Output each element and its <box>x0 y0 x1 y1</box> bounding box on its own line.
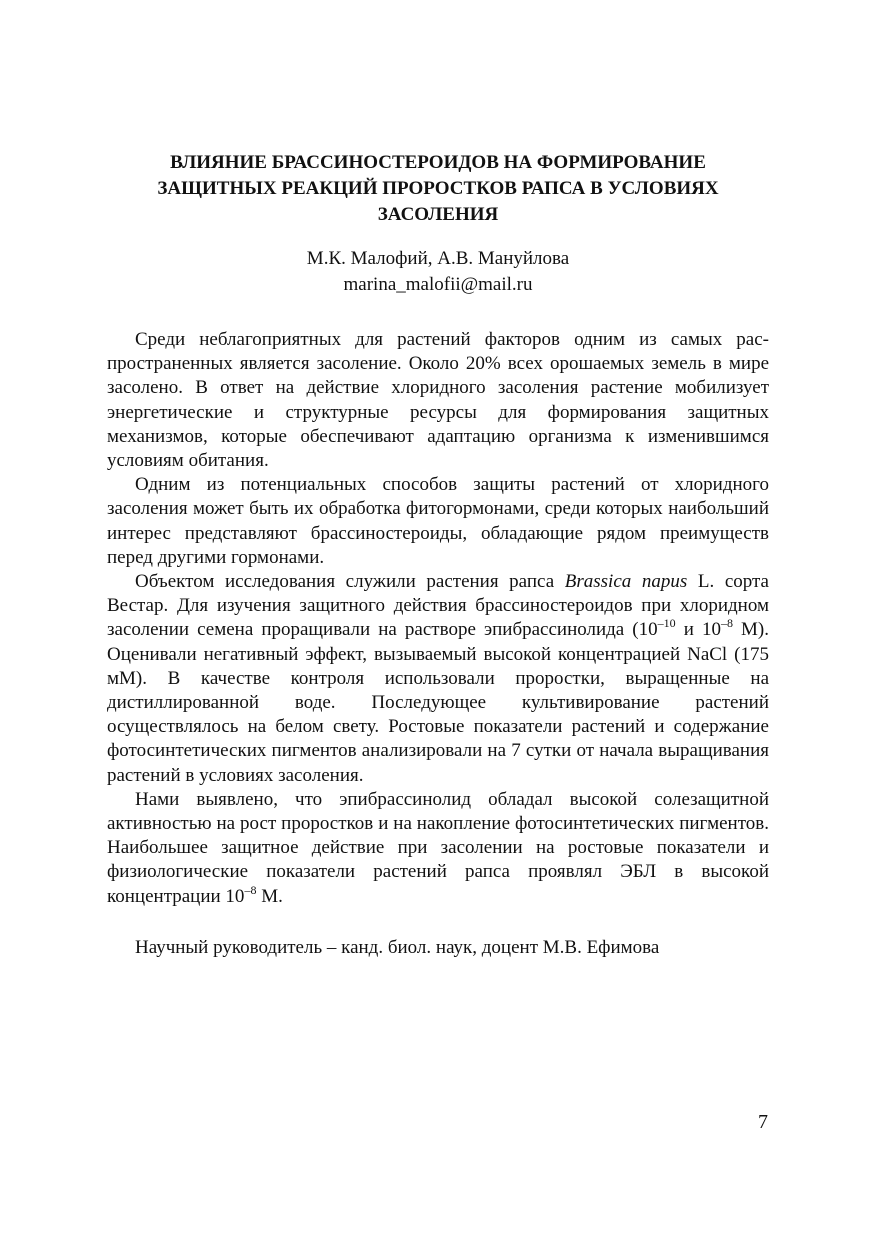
scientific-advisor: Научный руководитель – канд. биол. наук, доцент М.В. Ефимова <box>135 936 660 958</box>
author-names: М.К. Малофий, А.В. Мануйлова <box>306 248 570 269</box>
paragraph-2: Одним из потенциальных способов защиты растений от хлоридного засоления может быть их обработка фитогормонами, среди которых наибольший интерес представляют брассиностероиды, обладающие рядом преимуществ перед другими гормонами. <box>107 474 769 568</box>
title-line-1: ВЛИЯНИЕ БРАССИНОСТЕРОИДОВ НА ФОРМИРОВАНИЕ <box>170 152 706 173</box>
paragraph-3-text-d: М). Оценивали негативный эффект, вызываемый высокой концентрацией NaCl (175 мМ). В качестве контроля использовали проростки, выращенные на дистиллированной воде. Последующее культивирование растений осуществлялось на белом свету. Ростовые показатели растений и содержание фотосинтетических пигментов анализировали на 7 сутки от начала выращивания растений в условиях засоления. <box>107 619 769 786</box>
exponent-2: –8 <box>720 616 733 631</box>
paragraph-3-text-a: Объектом исследования служили растения рапса <box>135 571 565 593</box>
paragraph-3-text-c: и 10 <box>675 619 721 641</box>
paragraph-3 <box>107 570 769 788</box>
paragraph-4-text-b: М. <box>256 885 283 907</box>
paragraph-1: Среди неблагоприятных для растений факторов одним из самых распространенных является засоление. Около 20% всех орошаемых земель в мире засолено. В ответ на действие хлоридного засоления растение мобилизует энергетические и структурные ресурсы для формирования защитных механизмов, которые обеспечивают адаптацию организма к изменившимся условиям обитания. <box>107 329 769 472</box>
exponent-1: –10 <box>657 616 676 631</box>
article-title <box>107 150 769 228</box>
paragraph-3-text-b: L. сорта Вестар. Для изучения защитного действия брассиностероидов при хлоридном засолении семена проращивали на растворе эпибрассинолида (10 <box>107 571 769 641</box>
species-name: Brassica napus <box>564 571 688 593</box>
page-number: 7 <box>758 1111 768 1133</box>
article-body <box>107 328 769 909</box>
title-line-3: ЗАСОЛЕНИЯ <box>377 204 499 225</box>
article <box>107 150 769 961</box>
paragraph-4-text-a: Нами выявлено, что эпибрассинолид обладал высокой солезащитной активностью на рост проростков и на накопление фотосинтетических пигментов. Наибольшее защитное действие при засолении на ростовые показатели и физиологические показатели растений рапса проявлял ЭБЛ в высокой концентрации 10 <box>107 788 769 907</box>
paragraph-4 <box>107 788 769 909</box>
author-block <box>107 246 769 298</box>
title-line-2: ЗАЩИТНЫХ РЕАКЦИЙ ПРОРОСТКОВ РАПСА В УСЛОВИЯХ <box>157 178 719 199</box>
author-email: marina_malofii@mail.ru <box>343 274 533 295</box>
exponent-3: –8 <box>244 882 257 897</box>
